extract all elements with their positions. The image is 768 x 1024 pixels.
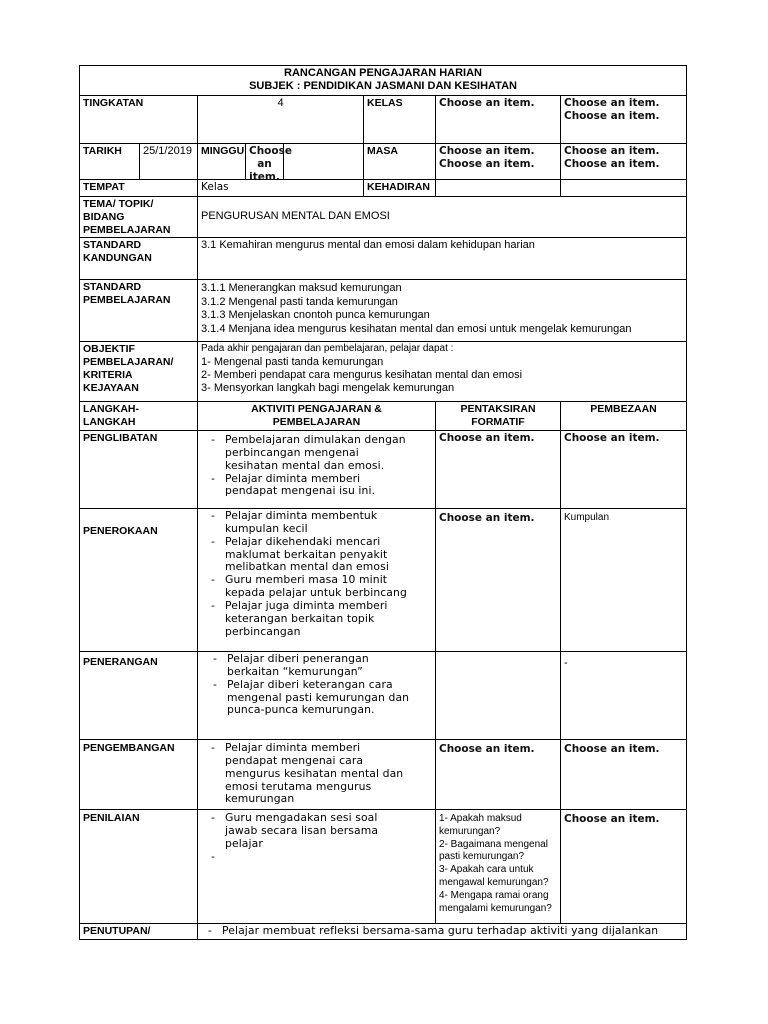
sp-item: 3.1.1 Menerangkan maksud kemurungan	[201, 282, 402, 295]
question-line: 1- Apakah maksud	[439, 812, 522, 824]
tempat-label: TEMPAT	[80, 180, 198, 197]
activity-line: perbincangan	[225, 624, 301, 638]
sk-label-1: STANDARD	[83, 239, 142, 252]
activity-line: pendapat mengenai cara	[225, 753, 364, 767]
question-line: pasti kemurungan?	[439, 851, 525, 863]
langkah-header-a: LANGKAH-	[83, 403, 139, 416]
standard-kandungan-label	[80, 238, 198, 280]
penglibatan-pembezaan-dropdown[interactable]: Choose an item.	[561, 430, 687, 508]
activity-line: berkaitan “kemurungan”	[227, 664, 363, 678]
penerangan-pentaksiran-value[interactable]	[436, 651, 561, 739]
activity-item	[225, 812, 432, 851]
activity-line: kesihatan mental dan emosi.	[225, 458, 385, 472]
objektif-label	[80, 342, 198, 402]
pentaksiran-header-a: PENTAKSIRAN	[460, 403, 536, 416]
activity-item	[225, 851, 432, 864]
activity-line: - Pelajar diberi keterangan cara	[227, 677, 393, 691]
question-line: kemurungan?	[439, 825, 501, 837]
pengembangan-pentaksiran-dropdown[interactable]: Choose an item.	[436, 739, 561, 809]
aktiviti-header-a: AKTIVITI PENGAJARAN &	[251, 403, 382, 416]
tema-label	[80, 197, 198, 238]
document-title: RANCANGAN PENGAJARAN HARIAN	[284, 67, 483, 79]
penilaian-questions[interactable]	[436, 809, 561, 923]
activity-line: - Guru memberi masa 10 minit	[225, 573, 388, 587]
minggu-label: MINGGU	[198, 144, 246, 179]
pembezaan-header: PEMBEZAAN	[561, 402, 687, 431]
step-penglibatan-activities[interactable]	[198, 430, 436, 508]
activity-line: - Pelajar diminta memberi	[225, 471, 361, 485]
obj-label-3: KRITERIA	[83, 368, 133, 381]
tema-label-1: TEMA/ TOPIK/	[83, 198, 154, 210]
activity-line: pendapat mengenai isu ini.	[225, 484, 376, 498]
activity-line: jawab secara lisan bersama	[225, 823, 379, 837]
aktiviti-header	[198, 402, 436, 431]
activity-line	[225, 851, 432, 864]
obj-label-1: OBJEKTIF	[83, 343, 135, 356]
obj-item: 3- Mensyorkan langkah bagi mengelak kemurungan	[201, 382, 455, 395]
tarikh-value[interactable]: 25/1/2019	[140, 144, 198, 180]
kelas-dropdown-2b[interactable]: Choose an item.	[564, 109, 660, 122]
kelas-dropdown-2[interactable]	[561, 96, 687, 144]
step-pengembangan-activities[interactable]	[198, 739, 436, 809]
langkah-header	[80, 402, 198, 431]
activity-line: - Guru mengadakan sesi soal	[225, 810, 378, 824]
activity-item	[227, 653, 432, 679]
masa-label: MASA	[364, 144, 436, 180]
activity-line: perbincangan mengenai	[225, 445, 359, 459]
question-line: 2- Bagaimana mengenal	[439, 838, 548, 850]
sp-item: 3.1.3 Menjelaskan cnontoh punca kemurungan	[201, 309, 430, 322]
penglibatan-pentaksiran-dropdown[interactable]: Choose an item.	[436, 430, 561, 508]
step-penilaian-label: PENILAIAN	[80, 809, 198, 923]
kehadiran-label: KEHADIRAN	[364, 180, 436, 197]
tingkatan-value[interactable]: 4	[198, 96, 364, 144]
kelas-dropdown-2a[interactable]: Choose an item.	[564, 97, 660, 109]
sk-label-2: KANDUNGAN	[83, 252, 152, 265]
aktiviti-header-b: PEMBELAJARAN	[272, 416, 361, 429]
sp-label-2: PEMBELAJARAN	[83, 294, 171, 307]
step-penilaian-activities[interactable]	[198, 809, 436, 923]
document-subject: SUBJEK : PENDIDIKAN JASMANI DAN KESIHATAN	[249, 80, 517, 93]
kelas-dropdown[interactable]: Choose an item.	[436, 96, 561, 144]
obj-intro: Pada akhir pengajaran dan pembelajaran, pelajar dapat :	[201, 343, 454, 355]
pentaksiran-header	[436, 402, 561, 431]
penerangan-pembezaan-value[interactable]: -	[561, 651, 687, 739]
activity-line: - Pelajar diminta memberi	[225, 740, 361, 754]
activity-item	[225, 536, 432, 575]
sp-label-1: STANDARD	[83, 281, 142, 294]
step-penerokaan-activities[interactable]	[198, 508, 436, 651]
minggu-extra	[284, 144, 364, 180]
activity-item: - Pelajar membuat refleksi bersama-sama guru terhadap aktiviti yang dijalankan	[222, 925, 683, 938]
step-penglibatan-label: PENGLIBATAN	[80, 430, 198, 508]
activity-item	[225, 742, 432, 806]
question-line: 3- Apakah cara untuk	[439, 864, 534, 876]
question-line: mengawal kemurungan?	[439, 876, 549, 888]
activity-line: maklumat berkaitan penyakit	[225, 547, 388, 561]
tingkatan-label: TINGKATAN	[80, 96, 198, 144]
pentaksiran-header-b: FORMATIF	[471, 416, 525, 429]
step-penerokaan-label: PENEROKAAN	[80, 508, 198, 651]
activity-line: - Pelajar juga diminta memberi	[225, 598, 388, 612]
minggu-cell	[198, 144, 292, 183]
activity-line: punca-punca kemurungan.	[227, 703, 375, 717]
activity-line: - Pelajar dikehendaki mencari	[225, 534, 381, 548]
activity-item	[225, 434, 432, 473]
langkah-header-b: LANGKAH	[83, 416, 136, 429]
kelas-label: KELAS	[364, 96, 436, 144]
tema-value[interactable]: PENGURUSAN MENTAL DAN EMOSI	[198, 197, 687, 238]
penerokaan-pembezaan-value[interactable]: Kumpulan	[561, 508, 687, 651]
activity-line: - Pelajar diberi penerangan	[227, 651, 369, 665]
masa-dropdown-1[interactable]	[436, 144, 561, 180]
obj-item: 1- Mengenal pasti tanda kemurungan	[201, 355, 384, 368]
masa-dropdown-1a[interactable]: Choose an item.	[439, 145, 535, 157]
objektif-value[interactable]	[198, 342, 687, 402]
activity-line: keterangan berkaitan topik	[225, 611, 375, 625]
masa-dropdown-2a[interactable]: Choose an item.	[564, 145, 660, 157]
obj-label-4: KEJAYAAN	[83, 381, 139, 394]
activity-item	[225, 473, 432, 499]
masa-dropdown-2b[interactable]: Choose an item.	[564, 157, 660, 170]
step-penerangan-activities[interactable]	[198, 651, 436, 739]
question-line: 4- Mengapa ramai orang	[439, 889, 549, 901]
sp-item: 3.1.2 Mengenal pasti tanda kemurungan	[201, 295, 398, 308]
tarikh-label: TARIKH	[80, 144, 140, 180]
activity-line: mengurus kesihatan mental dan	[225, 766, 404, 780]
kehadiran-value[interactable]	[436, 180, 561, 197]
pengembangan-pembezaan-dropdown[interactable]: Choose an item.	[561, 739, 687, 809]
document-header	[80, 66, 687, 96]
penerokaan-pentaksiran-dropdown[interactable]: Choose an item.	[436, 508, 561, 651]
activity-line: emosi terutama mengurus	[225, 779, 372, 793]
minggu-dropdown[interactable]: Choose an item.	[249, 145, 292, 183]
tema-label-2: BIDANG	[83, 210, 125, 223]
kehadiran-extra	[561, 180, 687, 197]
activity-line: kumpulan kecil	[225, 521, 308, 535]
obj-item: 2- Memberi pendapat cara mengurus kesihatan mental dan emosi	[201, 368, 523, 381]
activity-item	[227, 679, 432, 718]
masa-dropdown-2[interactable]	[561, 144, 687, 180]
activity-line: - Pelajar diminta membentuk	[225, 508, 378, 522]
step-penerangan-label: PENERANGAN	[80, 651, 198, 739]
tema-label-3: PEMBELAJARAN	[83, 223, 171, 236]
sp-item: 3.1.4 Menjana idea mengurus kesihatan mental dan emosi untuk mengelak kemurungan	[201, 322, 632, 335]
activity-line: melibatkan mental dan emosi	[225, 560, 389, 574]
activity-line: kemurungan	[225, 792, 295, 806]
activity-item	[225, 600, 432, 639]
standard-kandungan-value[interactable]: 3.1 Kemahiran mengurus mental dan emosi dalam kehidupan harian	[198, 238, 687, 280]
step-penutupan-label: PENUTUPAN/	[80, 923, 198, 939]
activity-item	[225, 574, 432, 600]
masa-dropdown-1b[interactable]: Choose an item.	[439, 157, 535, 170]
activity-line: mengenal pasti kemurungan dan	[227, 690, 410, 704]
activity-line: pelajar	[225, 836, 263, 850]
lesson-plan-table	[79, 65, 687, 940]
activity-line: - Pembelajaran dimulakan dengan	[225, 432, 406, 446]
standard-pembelajaran-value[interactable]	[198, 280, 687, 342]
activity-line: kepada pelajar untuk berbincang	[225, 586, 407, 600]
step-pengembangan-label: PENGEMBANGAN	[80, 739, 198, 809]
standard-pembelajaran-label	[80, 280, 198, 342]
question-line: mengalami kemurungan?	[439, 902, 552, 914]
tempat-value[interactable]: Kelas	[198, 180, 364, 197]
step-penutupan-activity[interactable]	[198, 923, 687, 939]
penilaian-pembezaan-dropdown[interactable]: Choose an item.	[561, 809, 687, 923]
activity-item	[225, 510, 432, 536]
obj-label-2: PEMBELAJARAN/	[83, 356, 174, 369]
